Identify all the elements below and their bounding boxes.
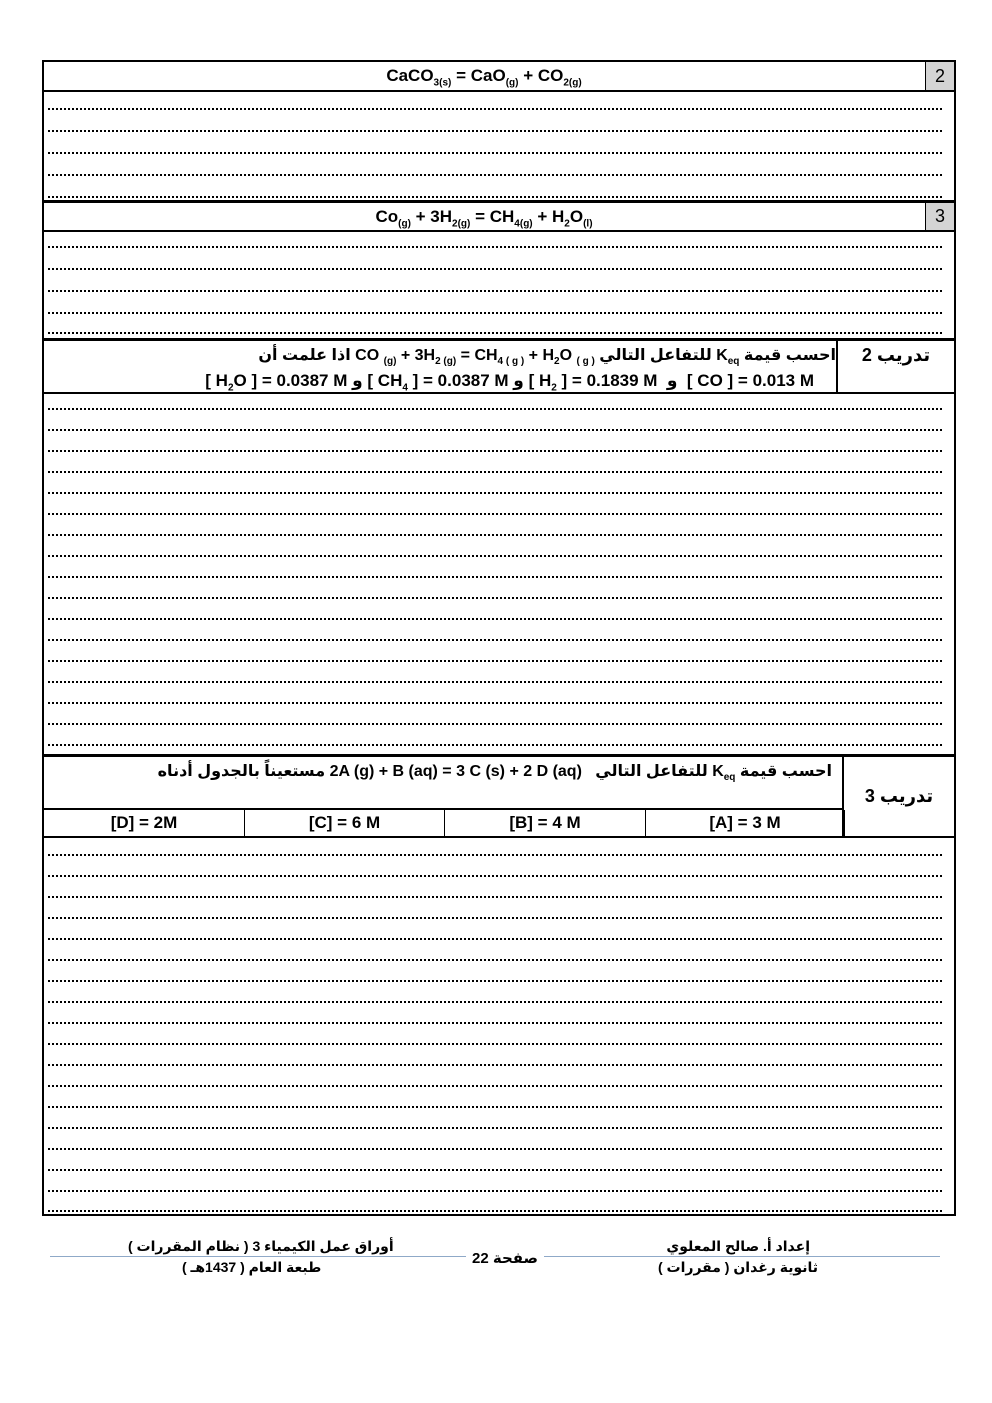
- exercise-3-header: [44, 754, 954, 808]
- question-2-number: 2: [925, 62, 954, 90]
- exercise-2-concentrations: [ CO ] = 0.013 M و [ $H_2$ ] = 0.1839 M و [ $CH_4$ ] = 0.0387 M و [ $H_2O$ ] = 0.0387 M: [205, 371, 814, 394]
- exercise-3-table: [44, 808, 844, 836]
- exercise-2-header: [44, 338, 954, 392]
- question-3-header: [44, 200, 954, 230]
- footer-author: إعداد أ. صالح المعلوي: [666, 1238, 810, 1254]
- exercise-3-prompt: احسب قيمة $K_{eq}$ للتفاعل التالي 2A (g) + B (aq) = 3 C (s) + 2 D (aq) مستعيناً بالجدول أدناه: [157, 763, 832, 784]
- footer-school: ثانوية رغدان ( مقررات ): [657, 1259, 818, 1275]
- table-cell-b: [B] = 4 M: [444, 810, 645, 836]
- question-2-answer-area[interactable]: [44, 90, 954, 200]
- question-2-equation: CaCO$_{3(s)}$ = $CaO_{(g)} + CO_{2(g)}$: [386, 66, 582, 89]
- table-cell-c: [C] = 6 M: [244, 810, 444, 836]
- footer-title: أوراق عمل الكيمياء 3 ( نظام المقررات ): [128, 1238, 394, 1254]
- question-3-answer-area[interactable]: [44, 230, 954, 338]
- exercise-2-prompt: احسب قيمة $K_{eq}$ للتفاعل التالي CO $_{(g)} + 3H_{2 (g)} = CH_{4 ( g )} + H_2O$ $_{( g )}$ اذا علمت أن: [258, 347, 836, 368]
- footer-page-number: صفحة 22: [466, 1249, 544, 1267]
- question-3-equation: $Co_{(g)} + 3H_{2(g)} = CH_{4(g)} + H_2O_{(l)}$: [375, 207, 593, 230]
- exercise-2-answer-area[interactable]: [44, 392, 954, 754]
- table-cell-a: [A] = 3 M: [645, 810, 845, 836]
- exercise-3-label: تدريب 3: [842, 754, 954, 836]
- question-3-number: 3: [925, 203, 954, 230]
- worksheet-frame: [42, 60, 956, 1216]
- question-2-header: [44, 62, 954, 90]
- table-cell-d: [D] = 2M: [110, 813, 178, 832]
- exercise-2-label: تدريب 2: [836, 341, 954, 392]
- footer-edition: طبعة العام ( 1437هـ ): [182, 1259, 322, 1275]
- exercise-3-answer-area[interactable]: [44, 836, 954, 1214]
